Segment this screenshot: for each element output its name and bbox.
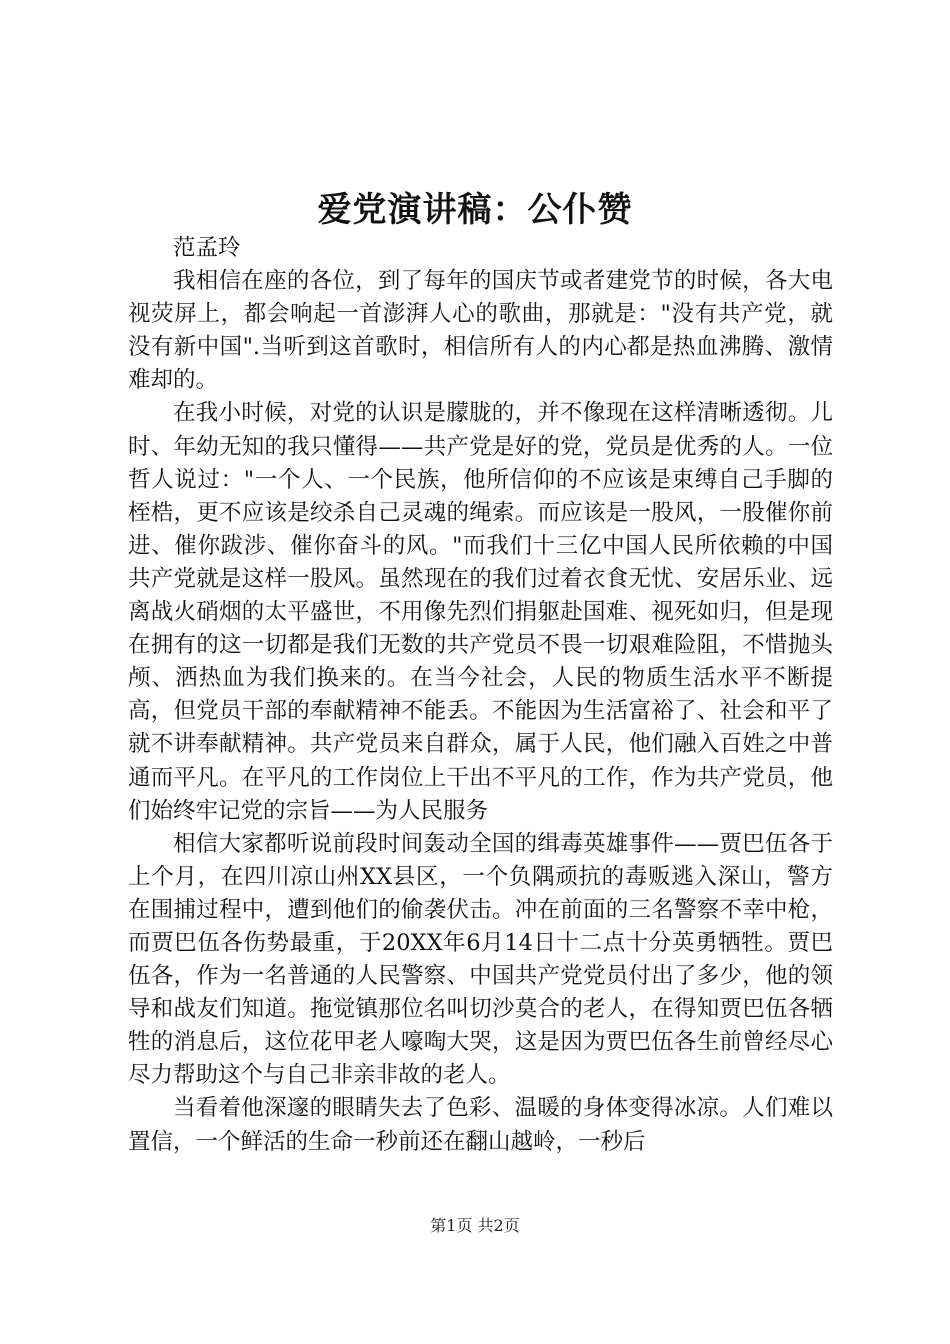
body-paragraph: 当看着他深邃的眼睛失去了色彩、温暖的身体变得冰凉。人们难以置信，一个鲜活的生命一秒前还在翻山越岭，一秒后 [128,1095,833,1155]
body-paragraph: 我相信在座的各位，到了每年的国庆节或者建党节的时候，各大电视荧屏上，都会响起一首澎湃人心的歌曲，那就是："没有共产党，就没有新中国".当听到这首歌时，相信所有人的内心都是热血沸腾、激情难却的。 [128,268,833,394]
body-paragraph: 在我小时候，对党的认识是朦胧的，并不像现在这样清晰透彻。儿时、年幼无知的我只懂得——共产党是好的党，党员是优秀的人。一位哲人说过："一个人、一个民族，他所信仰的不应该是束缚自己手脚的桎梏，更不应该是绞杀自己灵魂的绳索。而应该是一股风，一股催你前进、催你跋涉、催你奋斗的风。"而我们十三亿中国人民所依赖的中国共产党就是这样一股风。虽然现在的我们过着衣食无忧、安居乐业、远离战火硝烟的太平盛世，不用像先烈们捐躯赴国难、视死如归，但是现在拥有的这一切都是我们无数的共产党员不畏一切艰难险阻，不惜抛头颅、洒热血为我们换来的。在当今社会，人民的物质生活水平不断提高，但党员干部的奉献精神不能丢。不能因为生活富裕了、社会和平了就不讲奉献精神。共产党员来自群众，属于人民，他们融入百姓之中普通而平凡。在平凡的工作岗位上干出不平凡的工作，作为共产党员，他们始终牢记党的宗旨——为人民服务 [128,400,833,824]
document-body [128,232,833,1159]
author-line: 范孟玲 [173,235,241,261]
body-paragraph: 相信大家都听说前段时间轰动全国的缉毒英雄事件——贾巴伍各于上个月，在四川凉山州XX县区，一个负隅顽抗的毒贩逃入深山，警方在围捕过程中，遭到他们的偷袭伏击。冲在前面的三名警察不幸中枪，而贾巴伍各伤势最重，于20XX年6月14日十二点十分英勇牺牲。贾巴伍各，作为一名普通的人民警察、中国共产党党员付出了多少，他的领导和战友们知道。拖觉镇那位名叫切沙莫合的老人，在得知贾巴伍各牺牲的消息后，这位花甲老人嚎啕大哭，这是因为贾巴伍各生前曾经尽心尽力帮助这个与自己非亲非故的老人。 [128,830,833,1089]
document-title: 爱党演讲稿：公仆赞 [317,190,633,230]
page-footer: 第1页 共2页 [430,1216,520,1235]
